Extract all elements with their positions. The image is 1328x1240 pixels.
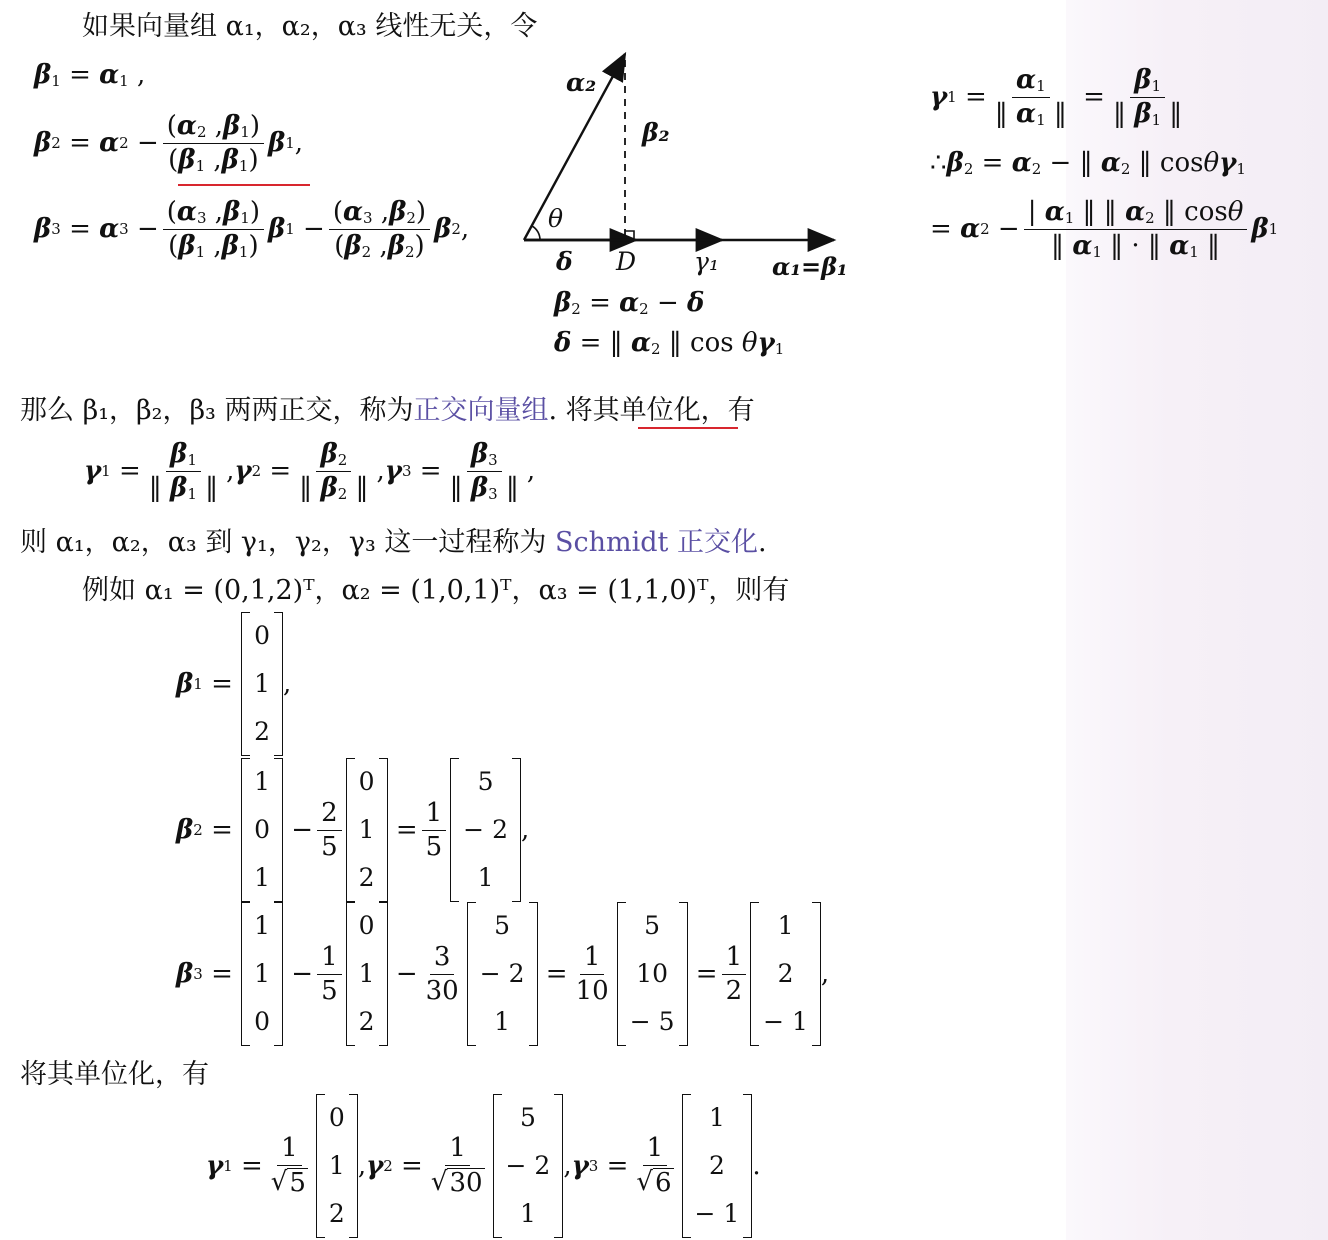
formula-beta2: β 2 = α 2 − $\frac{(\alpha_2 ,\beta_1)}{(\beta_1 ,\beta_1)}$ β 1 ,: [34, 111, 304, 175]
example-gamma-vectors: γ 1 = 1 √ 5 0 1 2 , γ 2 = 1 √ 30 5 − 2 1 , γ 3 = 1 √ 6 1 2 − 1 .: [206, 1094, 761, 1238]
formula-beta1: $\beta_1 = \alpha_1$ ,: [34, 60, 146, 90]
label-alpha2: α₂: [566, 68, 597, 97]
side-annotation-panel: [1066, 0, 1328, 1240]
schmidt-statement: 则 α₁，α₂，α₃ 到 γ₁，γ₂，γ₃ 这一过程称为 Schmidt 正交化.: [20, 527, 767, 558]
red-underline-unitize: [638, 427, 738, 429]
theta-arc: [532, 226, 540, 240]
intro-text: 如果向量组 α₁，α₂，α₃ 线性无关，令: [82, 11, 538, 42]
therefore-beta2: $\therefore\beta_2 = \alpha_2$ − ‖ $\alpha_2$ ‖ cosθγ$_1$: [930, 148, 1246, 178]
label-alpha1-beta1: α₁=β₁: [772, 252, 848, 281]
diagram-eq-delta: δ = ‖ $\alpha_2$ ‖ $\cos \theta\gamma_1$: [554, 328, 785, 358]
formula-beta3: β 3 = α 3 − $\frac{(\alpha_3 ,\beta_1)}{(\beta_1 ,\beta_1)}$ β 1 − $\frac{(\alpha_3 ,\beta_2)}{(\beta_2 ,\beta_2)}$ β 2 ,: [34, 197, 470, 261]
red-underline-denominator: [178, 184, 310, 186]
term-orthogonal-set: 正交向量组: [413, 395, 549, 426]
term-schmidt: Schmidt 正交化: [554, 527, 758, 558]
label-delta: δ: [556, 247, 573, 276]
example-statement: 例如 α₁ = (0,1,2)ᵀ，α₂ = (1,0,1)ᵀ，α₃ = (1,1,0)ᵀ，则有: [82, 575, 790, 606]
diagram-eq-beta2: $\beta_2 = \alpha_2 - \delta$: [554, 288, 705, 318]
label-D: D: [616, 247, 637, 276]
gamma1-definition: γ 1 = $\frac{\alpha_1}{‖ \alpha_1 ‖}$ = $\frac{\beta_1}{‖ \beta_1 ‖}$: [930, 65, 1183, 129]
gamma-normalization: γ 1 = $\frac{\beta_1}{‖ \beta_1 ‖}$ , γ 2 = $\frac{\beta_2}{‖ \beta_2 ‖}$ , γ 3 = $\frac{\beta_3}{‖ \beta_3 ‖}$ ,: [84, 439, 536, 503]
unitize-statement: 将其单位化，有: [20, 1059, 209, 1090]
label-beta2: β₂: [642, 118, 670, 147]
example-beta1: β 1 = 0 1 2 ,: [176, 612, 291, 756]
beta2-expanded: = α 2 − $\frac{| \alpha_1 ‖ ‖ \alpha_2 ‖ \cos\theta}{‖ \alpha_1 ‖ \cdot ‖ \alpha_1 ‖}$ β 1: [930, 197, 1279, 261]
label-theta: θ: [548, 204, 564, 233]
matrix-beta1: 0 1 2: [241, 612, 283, 756]
example-beta2: β 2 = 1 0 1 − $\frac{2}{5}$ 0 1 2 = $\frac{1}{5}$ 5 − 2 1 ,: [176, 758, 529, 902]
label-gamma1: γ₁: [694, 247, 719, 276]
example-beta3: β 3 = 1 1 0 − $\frac{1}{5}$ 0 1 2 − $\frac{3}{30}$ 5 − 2 1 = $\frac{1}{10}$ 5 10 − 5 = $\frac{1}{2}$ 1 2 − 1 ,: [176, 902, 829, 1046]
right-angle-mark: [625, 231, 634, 240]
orthogonal-statement: 那么 β₁，β₂，β₃ 两两正交，称为正交向量组. 将其单位化，有: [20, 395, 755, 426]
